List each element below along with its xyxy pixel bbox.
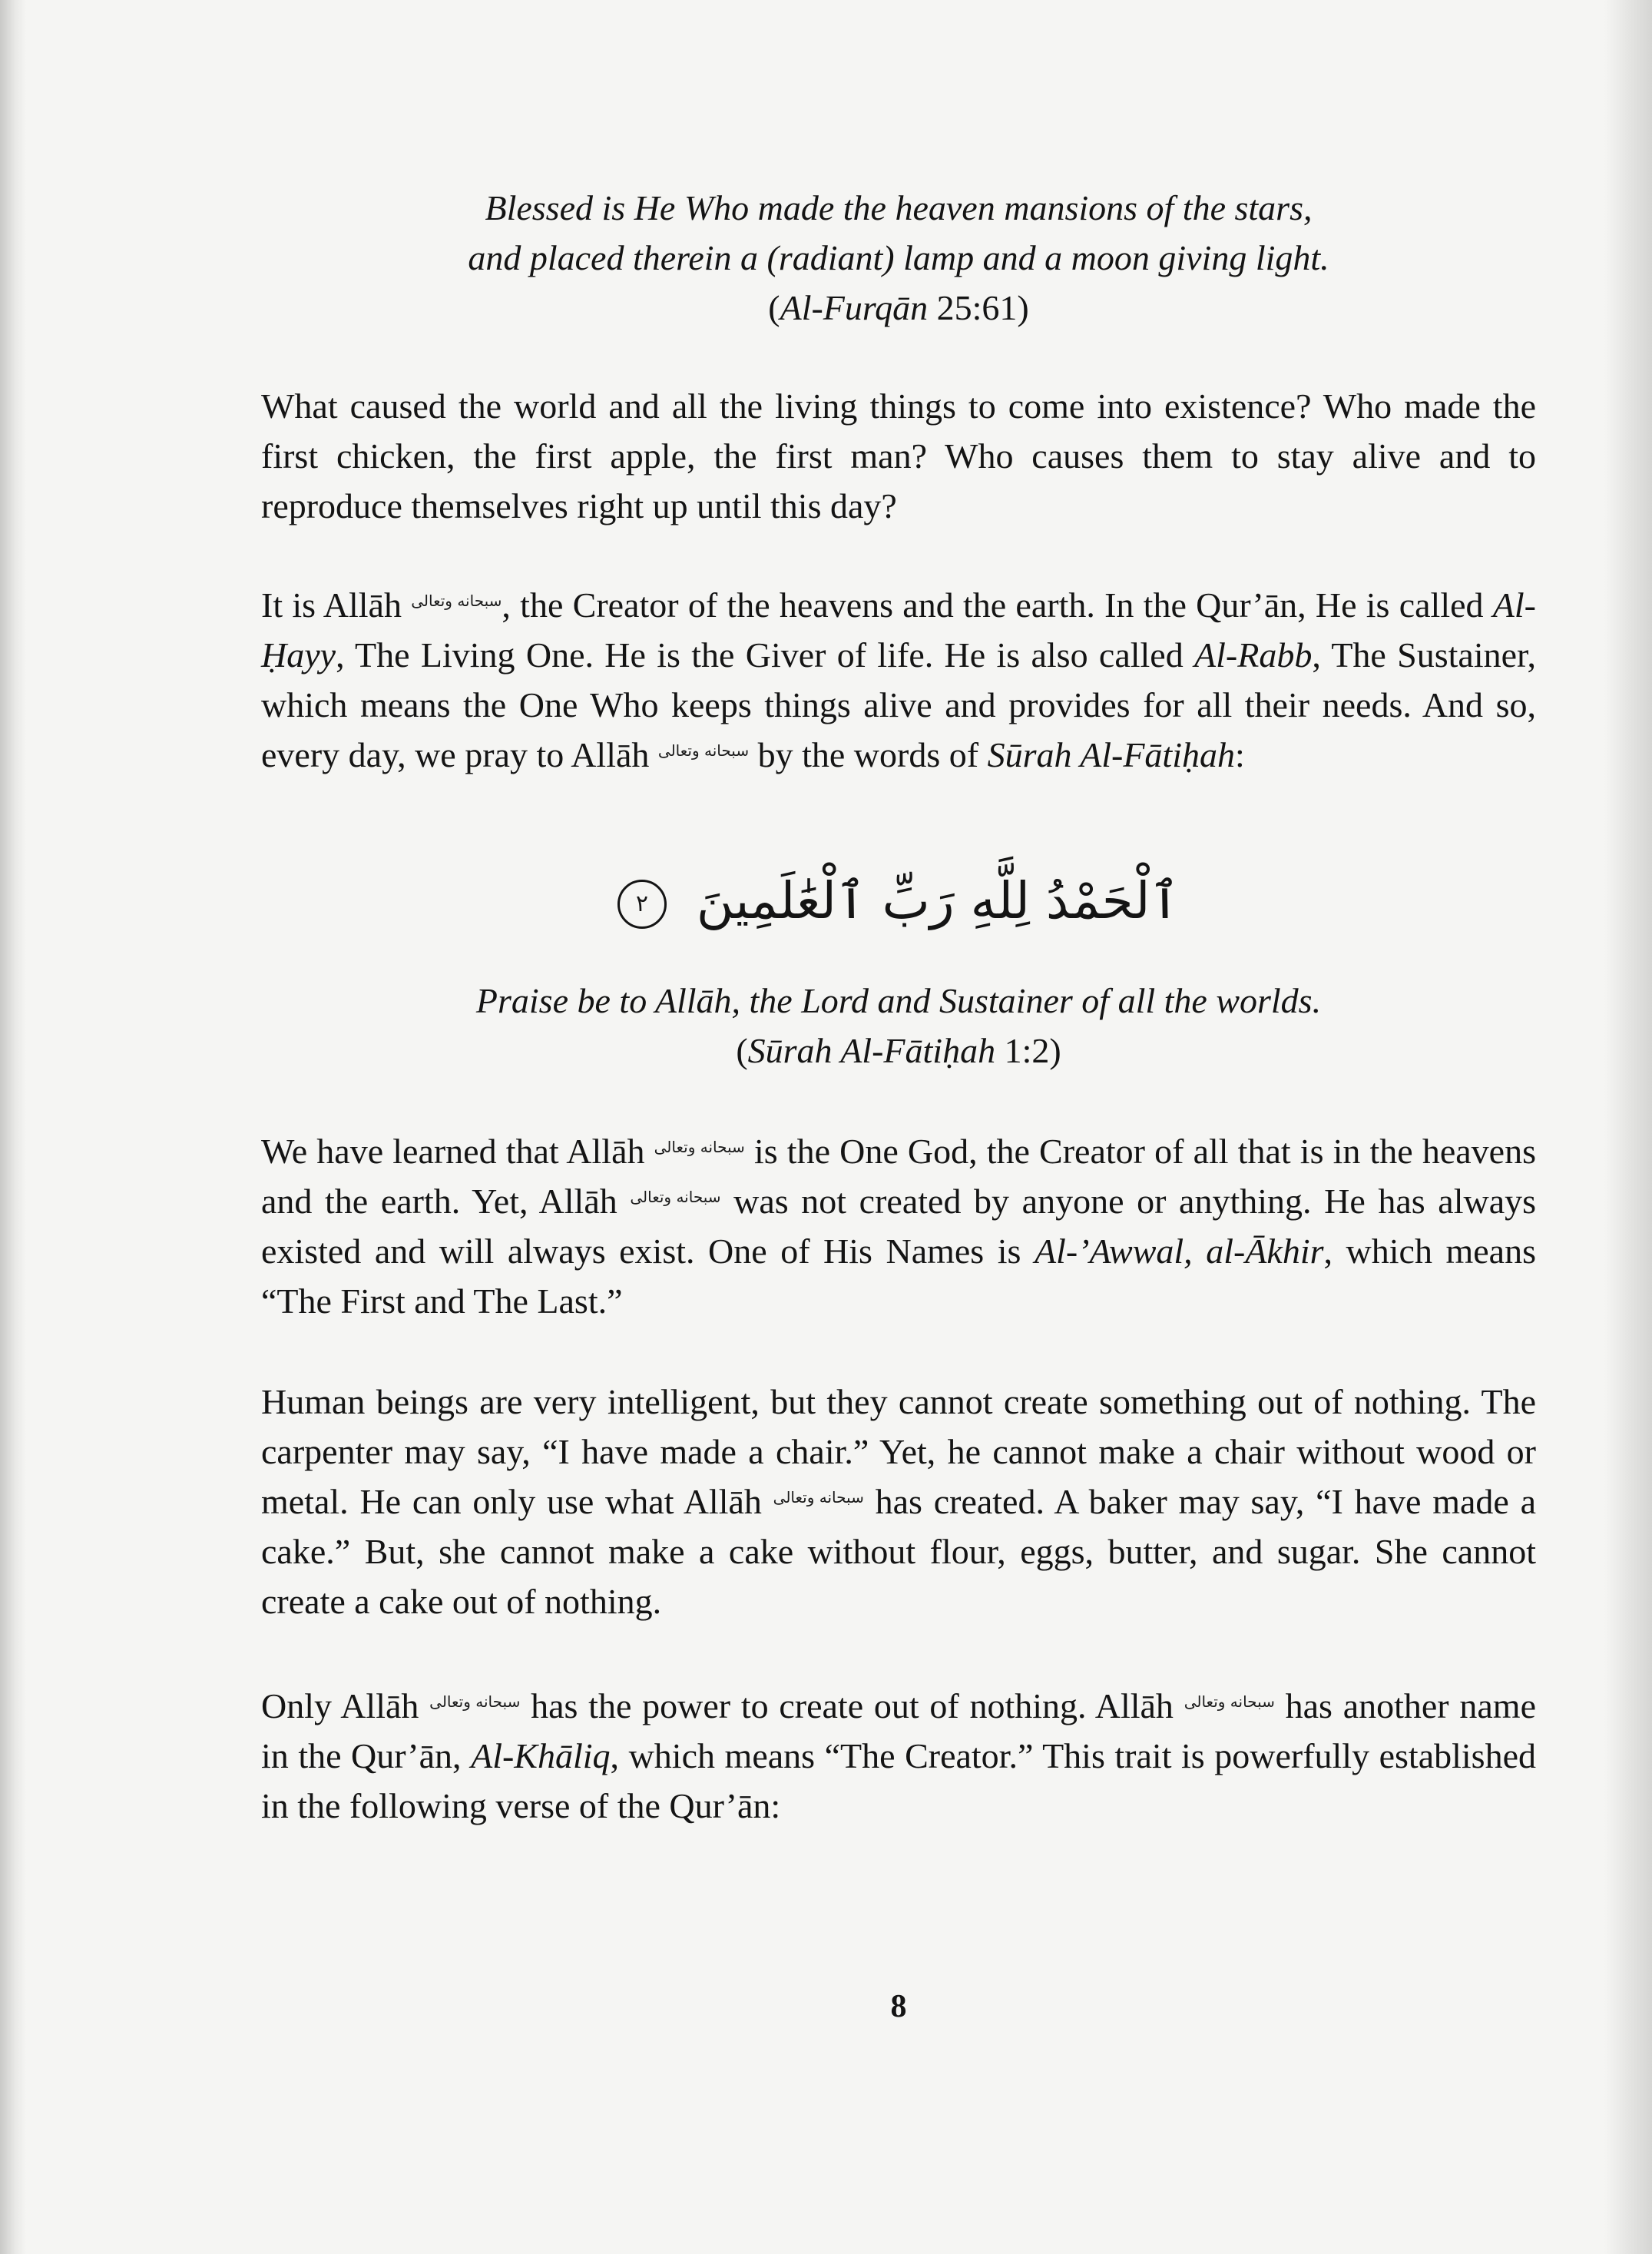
quote-furqan xyxy=(261,183,1536,333)
text-run: : xyxy=(1235,735,1245,774)
honorific-glyph: سبحانه وتعالى xyxy=(1184,1692,1275,1711)
quote-fatihah xyxy=(261,976,1536,1076)
divine-name: Al-Ḥayy xyxy=(261,585,1536,675)
text-run: We have learned that Allāh xyxy=(261,1132,645,1171)
text-run: , the Creator of the heavens and the earth. In the Qur’ān, He is called xyxy=(502,585,1484,625)
text-run: , The Sustainer, which means the One Who keeps things alive and provides for all their needs. And so, every day, we pray to Allāh xyxy=(261,635,1537,774)
honorific-glyph: سبحانه وتعالى xyxy=(411,592,502,610)
text-run: has created. A baker may say, “I have made a cake.” But, she cannot make a cake without flour, eggs, butter, and sugar. She cannot create a cake out of nothing. xyxy=(261,1482,1537,1621)
reference-surah: Al-Furqān xyxy=(780,288,929,327)
reference-surah: Sūrah Al-Fātiḥah xyxy=(747,1031,996,1070)
arabic-verse-text: ٱلْحَمْدُ لِلَّهِ رَبِّ ٱلْعَٰلَمِينَ xyxy=(696,871,1180,930)
quote-reference: (Sūrah Al-Fātiḥah 1:2) xyxy=(736,1031,1061,1070)
quote-line: and placed therein a (radiant) lamp and a moon giving light. xyxy=(468,238,1329,277)
page-number: 8 xyxy=(890,1989,907,2024)
paragraph xyxy=(261,1377,1536,1626)
text-run: by the words of xyxy=(757,735,979,774)
book-page xyxy=(261,0,1536,2254)
quote-reference: (Al-Furqān 25:61) xyxy=(768,288,1029,327)
arabic-verse xyxy=(261,859,1536,943)
honorific-glyph: سبحانه وتعالى xyxy=(429,1692,521,1711)
quote-line: Praise be to Allāh, the Lord and Sustainer of all the worlds. xyxy=(475,981,1322,1020)
surah-name: Sūrah Al-Fātiḥah xyxy=(987,735,1235,774)
text-run: has another name in the Qur’ān, xyxy=(261,1686,1536,1775)
scan-edge-left xyxy=(0,0,26,2254)
divine-name: Al-’Awwal, al-Ākhir xyxy=(1034,1231,1324,1271)
text-run: was not created by anyone or anything. He has always existed and will always exist. One of His Names is xyxy=(261,1182,1537,1271)
text-run: , which means “The First and The Last.” xyxy=(261,1231,1536,1321)
honorific-glyph: سبحانه وتعالى xyxy=(657,741,750,760)
text-run: , which means “The Creator.” This trait is powerfully established in the following verse of the Qur’ān: xyxy=(261,1736,1536,1825)
text-run: , The Living One. He is the Giver of life. He is also called xyxy=(336,635,1184,675)
paragraph xyxy=(261,1126,1536,1326)
text-run: It is Allāh xyxy=(261,585,402,625)
honorific-glyph: سبحانه وتعالى xyxy=(630,1188,721,1206)
divine-name: Al-Rabb xyxy=(1194,635,1313,675)
scan-edge-right xyxy=(1604,0,1652,2254)
paragraph: What caused the world and all the living things to come into existence? Who made the first chicken, the first apple, the first man? Who causes them to stay alive and to reproduce themselves right up until this day? xyxy=(261,386,1536,525)
text-run: has the power to create out of nothing. Allāh xyxy=(531,1686,1174,1725)
reference-verse: 1:2 xyxy=(1004,1031,1050,1070)
paragraph xyxy=(261,1681,1536,1831)
honorific-glyph: سبحانه وتعالى xyxy=(654,1138,745,1156)
honorific-glyph: سبحانه وتعالى xyxy=(773,1488,864,1507)
paragraph xyxy=(261,580,1536,780)
text-run: Human beings are very intelligent, but they cannot create something out of nothing. The carpenter may say, “I have made a chair.” Yet, he cannot make a chair without wood or metal. He can only use what Allāh xyxy=(261,1382,1536,1521)
divine-name: Al-Khāliq xyxy=(471,1736,611,1775)
text-run: Only Allāh xyxy=(261,1686,419,1725)
text-run: is the One God, the Creator of all that is in the heavens and the earth. Yet, Allāh xyxy=(261,1132,1537,1221)
reference-verse: 25:61 xyxy=(936,288,1018,327)
ayah-number-marker: ٢ xyxy=(617,880,667,929)
quote-line: Blessed is He Who made the heaven mansions of the stars, xyxy=(485,188,1313,227)
